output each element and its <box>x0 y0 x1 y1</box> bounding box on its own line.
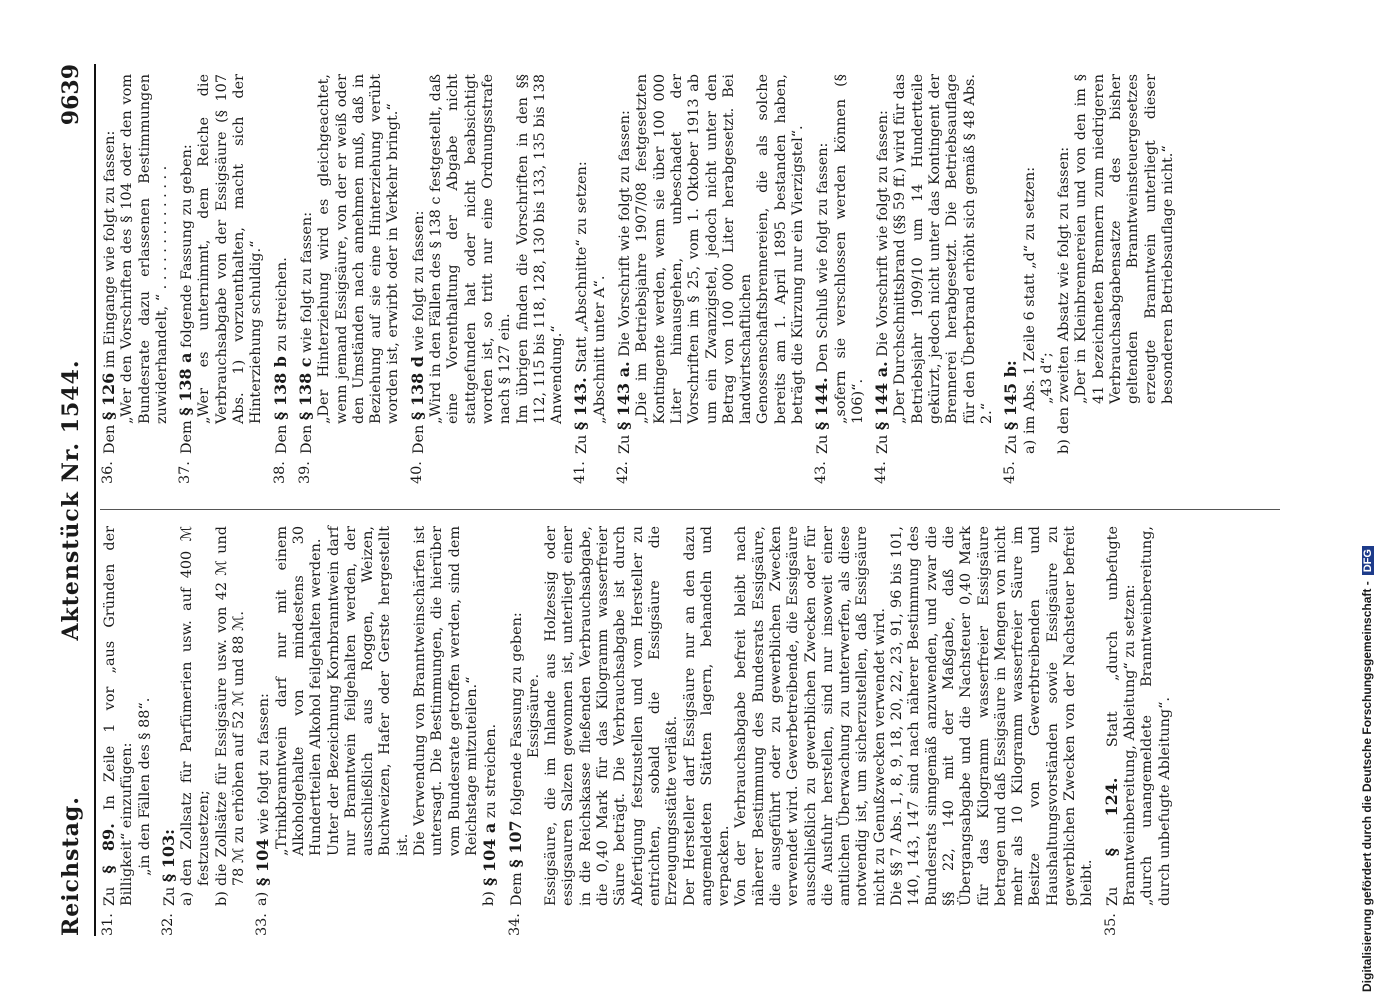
text: Den <box>102 420 118 454</box>
item-43 <box>813 74 867 484</box>
item-number: 37. <box>177 461 194 484</box>
text: Zu <box>161 882 178 906</box>
paragraph: Die §§ 7 Abs. 1, 8, 9, 18, 20, 22, 23, 91, 96 bis 101, 140, 143, 147 sind nach näherer Bestimmung des Bundesrats sinngemäß anzuwenden, und zwar die §§ 22, 140 mit der Maßgabe, daß die Übergangsabgabe und die Nachsteuer 0,40 Mark für das Kilogramm wasserfreier Essigsäure betragen und daß Essigsäure in Mengen von nicht mehr als 10 Kilogramm wasserfreier Säure im Besitze von Gewerbtreibenden und Haushaltungsvorständen sowie Essigsäure zu gewerblichen Zwecken von der Nachsteuer befreit bleibt. <box>889 526 1096 906</box>
item-number: 36. <box>100 461 116 484</box>
paragraph: Der Hersteller darf Essigsäure nur an den dazu angemeldeten Stätten lagern, behandeln und verpacken. <box>681 526 733 906</box>
item-number: 44. <box>873 461 890 484</box>
item-38 <box>272 74 291 484</box>
item-number: 32. <box>159 913 176 936</box>
text: Zu <box>102 873 118 906</box>
item-37 <box>177 74 265 484</box>
item-number: 43. <box>813 461 830 484</box>
sub-label: b) <box>213 891 230 906</box>
quote: „durch unangemeldete Branntweinbereitung, durch unbefugte Ableitung“. <box>1139 526 1173 906</box>
text: wie folgt zu fassen: <box>410 210 427 356</box>
quote: „Wer den Vorschriften des § 104 oder den vom Bundesrate dazu erlassenen Bestimmungen zuwiderhandelt, “ . . . . . . . . . . . . . . <box>119 74 170 424</box>
item-number: 33. <box>254 913 271 936</box>
item-41 <box>572 74 609 484</box>
item-36 <box>100 74 171 484</box>
digitization-credit <box>1360 8 1380 992</box>
sub-label: a) <box>254 891 271 906</box>
dfg-logo: DFG <box>1362 546 1374 575</box>
text: folgende Fassung zu geben: <box>179 144 196 353</box>
text: zu streichen. <box>273 257 290 356</box>
quote: „sofern sie verschlossen werden können (§ 106)“. <box>832 74 866 424</box>
section-ref: § 126 <box>99 372 118 421</box>
text: Den <box>273 420 290 454</box>
section-ref: § 104 a <box>480 822 500 886</box>
section-ref: § 138 d <box>407 356 427 421</box>
text: Die Vorschrift wie folgt zu fassen: <box>875 110 892 362</box>
quote-paragraph: Unter der Bezeichnung Kornbranntwein darf nur Branntwein feilgehalten werden, der ausschließlich aus Roggen, Weizen, Buchweizen, Hafer oder Gerste hergestellt ist. <box>325 526 411 856</box>
sub-item-a <box>254 526 481 906</box>
section-ref: § 144. <box>812 377 832 431</box>
header-rule <box>94 64 96 936</box>
item-35 <box>1103 526 1174 936</box>
text: In Zeile 1 vor „aus Gründen der Billigkeit“ einzufügen: <box>102 526 136 906</box>
section-ref: § 138 b <box>270 356 290 421</box>
item-number: 40. <box>408 461 425 484</box>
text: die Zollsätze für Essigsäure usw. von 42 ℳ und 78 ℳ zu erhöhen auf 52 ℳ und 88 ℳ. <box>213 526 248 886</box>
quote: „in den Fällen des § 88“. <box>136 697 153 876</box>
quote: „Der Hinterziehung wird es gleichgeachtet, wenn jemand Essigsäure, von der er weiß oder den Umständen nach annehmen muß, daß in Beziehung auf sie eine Hinterziehung verübt worden ist, erwirbt oder in Verkehr bringt.“ <box>316 74 402 424</box>
item-40 <box>409 74 567 484</box>
text: im Abs. 1 Zeile 6 statt „d“ zu setzen: <box>1021 166 1038 434</box>
section-ref: § 89. <box>99 823 118 874</box>
text: Statt „Abschnitte“ zu setzen: <box>574 161 591 378</box>
item-31 <box>100 526 154 936</box>
section-ref: § 138 a <box>176 352 196 416</box>
item-34 <box>507 526 1097 936</box>
item-number: 31. <box>100 913 116 936</box>
header-left: Reichstag. <box>58 796 84 936</box>
sub-label: b) <box>1056 439 1073 454</box>
sub-item-b <box>1056 74 1177 454</box>
credit-text: Digitalisierung gefördert durch die Deutsche Forschungsgemeinschaft - <box>1360 581 1374 992</box>
section-ref: § 144 a. <box>872 361 892 431</box>
sub-label: a) <box>1021 439 1038 454</box>
text: im Eingange wie folgt zu fassen: <box>102 130 118 373</box>
text: Dem <box>179 415 196 454</box>
quote: „Der in Kleinbrennereien und von den im § 41 bezeichneten Brennern zum niedrigeren Verbrauchsabgabensatze des bisher geltenden Branntweinsteuergesetzes erzeugte Branntwein unterliegt dieser besonderen Betriebsauflage nicht.“ <box>1073 74 1176 404</box>
quote-paragraph: Die Verwendung von Branntweinschärfen ist untersagt. Die Bestimmungen, die hierüber vom Bundesrate getroffen werden, sind dem Reichstage mitzuteilen.“ <box>412 526 480 856</box>
text: Zu <box>617 430 634 454</box>
text: Den <box>298 420 315 454</box>
item-number: 38. <box>271 461 288 484</box>
item-number: 41. <box>572 461 589 484</box>
sub-item-b <box>214 526 249 906</box>
item-number: 45. <box>1002 461 1019 484</box>
sub-item-b <box>481 526 500 906</box>
text: den Zollsatz für Parfümerien usw. auf 400 ℳ festzusetzen; <box>179 526 213 886</box>
section-ref: § 145 b: <box>1001 360 1021 431</box>
left-column <box>100 526 1180 936</box>
paragraph: Von der Verbrauchsabgabe befreit bleibt nach näherer Bestimmung des Bundesrats Essigsäure, die ausgeführt oder zu gewerblichen Zwecken verwendet wird. Gewerbetreibende, die Essigsäure ausschließlich zu gewerblichen Zwecken oder für die Ausfuhr herstellen, sind nur insoweit einer amtlichen Überwachung zu unterwerfen, als diese notwendig ist, um sicherzustellen, daß Essigsäure nicht zu Genußzwecken verwendet wird. <box>733 526 888 906</box>
section-ref: § 143 a. <box>614 361 634 431</box>
sub-label: b) <box>481 891 498 906</box>
quote: „Der Durchschnittsbrand (§§ 59 ff.) wird für das Betriebsjahr 1909/10 um 14 Hundertteile gekürzt, jedoch nicht unter das Kontingent der Brennerei herabgesetzt. Die Betriebsauflage für den Überbrand erhöht sich gemäß § 48 Abs. 2.“ <box>892 74 995 424</box>
quote: „Wer es unternimmt, dem Reiche die Verbrauchsabgabe von der Essigsäure (§ 107 Abs. 1) vorzuenthalten, macht sich der Hinterziehung schuldig.“ <box>196 74 265 424</box>
item-39 <box>297 74 403 484</box>
item-42 <box>615 74 807 484</box>
text: folgende Fassung zu geben: <box>508 612 525 821</box>
section-ref: § 138 c <box>295 357 315 421</box>
item-number: 35. <box>1102 913 1119 936</box>
text: wie folgt zu fassen: <box>298 211 315 358</box>
text: Zu <box>1104 856 1121 906</box>
text: Zu <box>875 430 892 454</box>
text: Zu <box>1004 430 1021 454</box>
header-title: Aktenstück Nr. 1544. <box>58 359 84 641</box>
quote-paragraph: „Wird in den Fällen des § 138 c festgestellt, daß eine Vorenthaltung der Abgabe nicht stattgefunden hat oder nicht beabsichtigt worden ist, so tritt nur eine Ordnungsstrafe nach § 127 ein. <box>428 73 514 424</box>
quote-paragraph: „Trinkbranntwein darf nur mit einem Alkoholgehalte von mindestens 30 Hundertteilen Alkohol feilgehalten werden. <box>273 526 325 856</box>
text: Die Vorschrift wie folgt zu fassen: <box>617 110 634 362</box>
sub-item-a <box>1022 74 1057 454</box>
section-ref: § 107 <box>505 820 525 868</box>
column-divider <box>100 509 1280 510</box>
text: Statt „durch unbefugte Branntweinbereitung, Ableitung“ zu setzen: <box>1104 526 1138 906</box>
item-number: 39. <box>296 461 313 484</box>
text: Dem <box>508 867 525 906</box>
item-32 <box>160 526 248 936</box>
text: zu streichen. <box>483 723 500 823</box>
right-column <box>100 74 1183 484</box>
quote: „Abschnitt unter A“. <box>591 275 608 424</box>
item-44 <box>873 74 996 484</box>
section-ref: § 104 <box>253 838 273 886</box>
item-33 <box>254 526 500 936</box>
section-ref: § 103: <box>158 828 178 883</box>
sub-item-a <box>179 526 214 906</box>
item-45 <box>1002 74 1177 484</box>
text: Den Schluß wie folgt zu fassen: <box>815 142 832 378</box>
text: Zu <box>574 430 591 454</box>
item-number: 34. <box>506 913 523 936</box>
paragraph: Essigsäure, die im Inlande aus Holzessig oder essigsauren Salzen gewonnen ist, unterliegt einer in die Reichskasse fließenden Verbrauchsabgabe, die 0,40 Mark für das Kilogramm wasserfreier Säure beträgt. Die Verbrauchsabgabe ist durch Abfertigung festzustellen und vom Hersteller zu entrichten, sobald die Essigsäure die Erzeugungsstätte verläßt. <box>543 526 681 906</box>
sub-label: a) <box>179 891 196 906</box>
section-ref: § 143. <box>571 377 591 431</box>
page-number: 9639 <box>58 64 84 126</box>
page-header <box>50 64 90 936</box>
quote-paragraph: Im übrigen finden die Vorschriften in den §§ 112, 115 bis 118, 128, 130 bis 133, 135 bis 138 Anwendung.“ <box>514 74 566 424</box>
text: den zweiten Absatz wie folgt zu fassen: <box>1056 146 1073 434</box>
section-title: Essigsäure. <box>525 673 542 759</box>
text: Den <box>410 420 427 454</box>
text: wie folgt zu fassen: <box>256 693 273 839</box>
item-number: 42. <box>615 461 632 484</box>
text: Zu <box>815 430 832 454</box>
section-ref: § 124. <box>1101 777 1121 857</box>
quote: „43 d“; <box>1038 352 1055 404</box>
quote: „Die im Betriebsjahre 1907/08 festgesetzten Kontingente werden, wenn sie über 100 000 Liter hinausgehen, unbeschadet der Vorschriften im § 25, vom 1. Oktober 1913 ab um ein Zwanzigstel, jedoch nicht unter den Betrag von 100 000 Liter herabgesetzt. Bei landwirtschaftlichen Genossenschaftsbrennereien, die als solche bereits am 1. April 1895 bestanden haben, beträgt die Kürzung nur ein Vierzigstel“. <box>634 74 806 424</box>
